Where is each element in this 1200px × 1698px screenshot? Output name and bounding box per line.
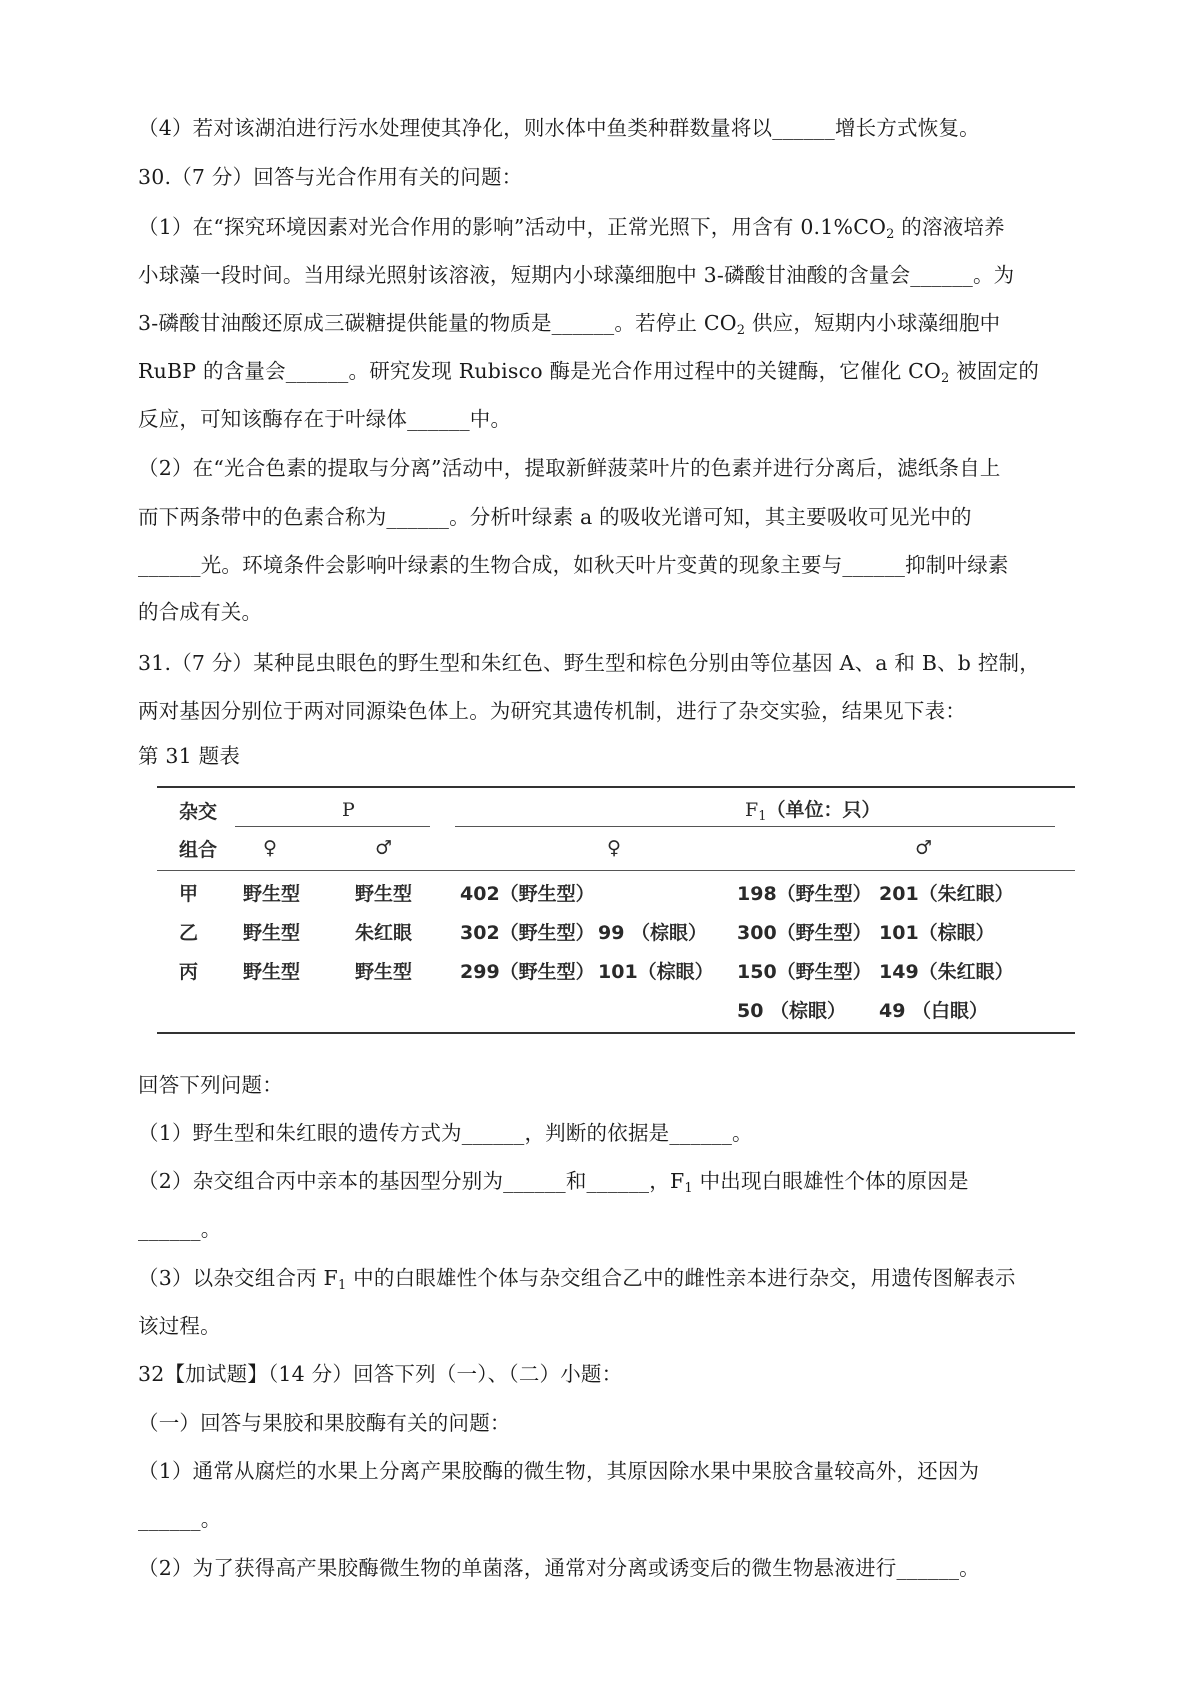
row-name: 乙 xyxy=(179,922,199,944)
p-underline xyxy=(235,826,430,827)
row-name: 丙 xyxy=(179,961,199,983)
subscript: 2 xyxy=(886,227,895,242)
cross-results-table xyxy=(155,778,1075,1036)
question-31-line-2: 两对基因分别位于两对同源染色体上。为研究其遗传机制，进行了杂交实验，结果见下表： xyxy=(138,699,966,723)
p-male-symbol: ♂ xyxy=(375,837,393,859)
question-30-part-1-line-4 xyxy=(138,356,1068,394)
p-female-phenotype: 野生型 xyxy=(243,883,301,905)
f1-female-count: 101（棕眼） xyxy=(598,961,714,983)
f1-female-count: 402（野生型） xyxy=(460,883,595,905)
question-30-part-1-line-1 xyxy=(138,212,1068,250)
question-32-part-1-line-1: （1）通常从腐烂的水果上分离产果胶酶的微生物，其原因除水果中果胶含量较高外，还因为 xyxy=(138,1459,980,1483)
f1-male-count: 201（朱红眼） xyxy=(879,883,1014,905)
f1-male-count: 198（野生型） xyxy=(737,883,872,905)
f1-female-count: 99 （棕眼） xyxy=(598,922,708,944)
text-segment: （3）以杂交组合丙 F xyxy=(138,1266,338,1290)
text-segment: 3-磷酸甘油酸还原成三碳糖提供能量的物质是______。若停止 CO xyxy=(138,311,737,335)
f1-underline xyxy=(455,826,1055,827)
question-29-part-4: （4）若对该湖泊进行污水处理使其净化，则水体中鱼类种群数量将以______增长方式恢复。 xyxy=(138,116,980,140)
question-31-title: 31.（7 分）某种昆虫眼色的野生型和朱红色、野生型和棕色分别由等位基因 A、a 和 B、b 控制， xyxy=(138,651,1040,675)
table-top-rule xyxy=(157,786,1075,788)
question-32-part-1-line-2: ______。 xyxy=(138,1507,222,1531)
question-30-part-2-line-2: 而下两条带中的色素合称为______。分析叶绿素 a 的吸收光谱可知，其主要吸收可见光中的 xyxy=(138,505,972,529)
p-female-phenotype: 野生型 xyxy=(243,961,301,983)
question-30-part-2-line-4: 的合成有关。 xyxy=(138,600,263,624)
subscript: 1 xyxy=(337,1278,347,1293)
question-32-part-2: （2）为了获得高产果胶酶微生物的单菌落，通常对分离或诱变后的微生物悬液进行______。 xyxy=(138,1556,980,1580)
question-31-part-2-line-1 xyxy=(138,1166,1068,1204)
question-31-part-3-line-1 xyxy=(138,1263,1068,1301)
question-32-title: 32【加试题】（14 分）回答下列（一）、（二）小题： xyxy=(138,1362,623,1386)
text-segment: 中出现白眼雄性个体的原因是 xyxy=(692,1169,969,1193)
table-bottom-rule xyxy=(157,1032,1075,1034)
f1-subscript: 1 xyxy=(758,809,767,824)
p-female-symbol: ♀ xyxy=(263,837,277,859)
header-bottom-rule xyxy=(157,870,1075,871)
text-segment: 的溶液培养 xyxy=(894,215,1005,239)
text-segment: 供应，短期内小球藻细胞中 xyxy=(745,311,1001,335)
p-male-phenotype: 野生型 xyxy=(355,961,413,983)
subscript: 1 xyxy=(684,1181,693,1196)
header-f1 xyxy=(745,798,880,829)
answer-intro: 回答下列问题： xyxy=(138,1073,283,1097)
question-30-part-1-line-2: 小球藻一段时间。当用绿光照射该溶液，短期内小球藻细胞中 3-磷酸甘油酸的含量会______。为 xyxy=(138,263,1015,287)
question-30-part-1-line-3 xyxy=(138,308,1068,346)
f1-male-count: 101（棕眼） xyxy=(879,922,995,944)
f1-female-symbol: ♀ xyxy=(607,837,621,859)
f1-male-count: 150（野生型） xyxy=(737,961,872,983)
f1-male-count: 149（朱红眼） xyxy=(879,961,1014,983)
question-31-part-1: （1）野生型和朱红眼的遗传方式为______，判断的依据是______。 xyxy=(138,1121,753,1145)
p-female-phenotype: 野生型 xyxy=(243,922,301,944)
text-segment: 被固定的 xyxy=(949,359,1040,383)
table-caption: 第 31 题表 xyxy=(138,744,241,768)
subscript: 2 xyxy=(941,371,950,386)
question-30-part-2-line-1: （2）在“光合色素的提取与分离”活动中，提取新鲜菠菜叶片的色素并进行分离后，滤纸条自上 xyxy=(138,456,1001,480)
p-male-phenotype: 野生型 xyxy=(355,883,413,905)
header-cross: 杂交 xyxy=(179,801,218,823)
text-segment: （2）杂交组合丙中亲本的基因型分别为______和______，F xyxy=(138,1169,685,1193)
p-male-phenotype: 朱红眼 xyxy=(355,922,413,944)
text-segment: 中的白眼雄性个体与杂交组合乙中的雌性亲本进行杂交，用遗传图解表示 xyxy=(346,1266,1016,1290)
f1-female-count: 302（野生型） xyxy=(460,922,595,944)
question-31-part-2-line-2: ______。 xyxy=(138,1217,222,1241)
f1-female-count: 299（野生型） xyxy=(460,961,595,983)
subscript: 2 xyxy=(736,323,746,338)
question-30-title: 30.（7 分）回答与光合作用有关的问题： xyxy=(138,165,523,189)
f1-male-count: 50 （棕眼） xyxy=(737,1000,847,1022)
text-segment: （1）在“探究环境因素对光合作用的影响”活动中，正常光照下，用含有 0.1%CO xyxy=(138,215,887,239)
f1-male-symbol: ♂ xyxy=(915,837,933,859)
question-30-part-1-line-5: 反应，可知该酶存在于叶绿体______中。 xyxy=(138,407,512,431)
question-31-part-3-line-2: 该过程。 xyxy=(138,1314,221,1338)
row-name: 甲 xyxy=(179,883,199,905)
header-combo: 组合 xyxy=(179,839,218,861)
question-32-part-1-intro: （一）回答与果胶和果胶酶有关的问题： xyxy=(138,1411,511,1435)
f1-letter: F xyxy=(745,799,759,821)
header-p: P xyxy=(342,799,355,821)
f1-male-count: 300（野生型） xyxy=(737,922,872,944)
f1-unit: （单位：只） xyxy=(766,799,881,821)
f1-male-count: 49 （白眼） xyxy=(879,1000,989,1022)
text-segment: RuBP 的含量会______。研究发现 Rubisco 酶是光合作用过程中的关键酶，它催化 CO xyxy=(138,359,942,383)
question-30-part-2-line-3: ______光。环境条件会影响叶绿素的生物合成，如秋天叶片变黄的现象主要与______抑制叶绿素 xyxy=(138,553,1009,577)
